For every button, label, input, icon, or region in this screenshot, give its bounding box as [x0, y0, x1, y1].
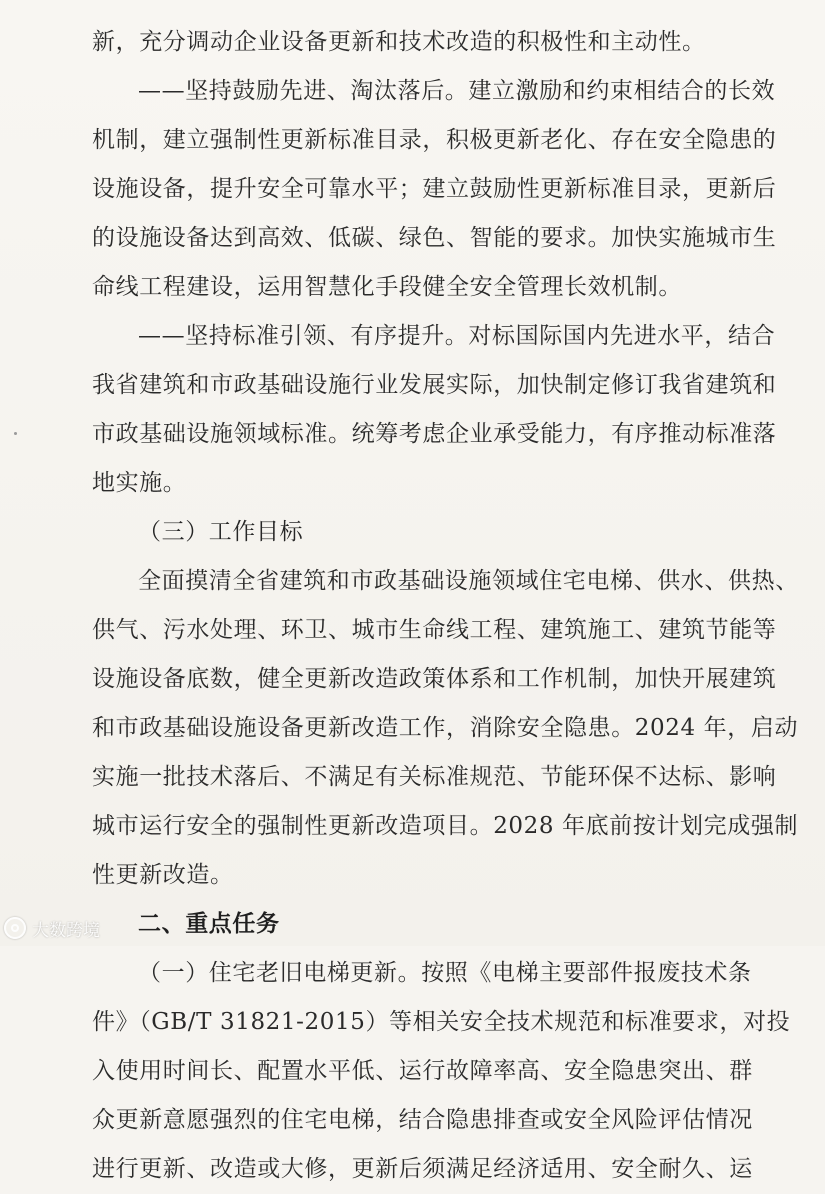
- body-line-18: 性更新改造。: [92, 862, 234, 888]
- body-line-24: 进行更新、改造或大修，更新后须满足经济适用、安全耐久、运: [92, 1156, 753, 1182]
- body-line-3: 机制，建立强制性更新标准目录，积极更新老化、存在安全隐患的: [92, 127, 777, 153]
- body-line-22: 入使用时间长、配置水平低、运行故障率高、安全隐患突出、群: [92, 1058, 753, 1084]
- body-line-7: ——坚持标准引领、有序提升。对标国际国内先进水平，结合: [138, 323, 776, 349]
- body-line-4: 设施设备，提升安全可靠水平；建立鼓励性更新标准目录，更新后: [92, 176, 777, 202]
- body-line-20: （一）住宅老旧电梯更新。按照《电梯主要部件报废技术条: [138, 960, 752, 986]
- body-line-14: 设施设备底数，健全更新改造政策体系和工作机制，加快开展建筑: [92, 666, 777, 692]
- document-body: [92, 18, 799, 1194]
- watermark-text: 大数跨境: [32, 920, 100, 941]
- watermark: [4, 915, 100, 941]
- body-line-10: 地实施。: [92, 470, 187, 496]
- body-line-12: 全面摸清全省建筑和市政基础设施领域住宅电梯、供水、供热、: [138, 568, 799, 594]
- body-line-13: 供气、污水处理、环卫、城市生命线工程、建筑施工、建筑节能等: [92, 617, 777, 643]
- body-line-17: 城市运行安全的强制性更新改造项目。2028 年底前按计划完成强制: [92, 813, 799, 839]
- body-line-1: 新，充分调动企业设备更新和技术改造的积极性和主动性。: [92, 29, 706, 55]
- body-line-5: 的设施设备达到高效、低碳、绿色、智能的要求。加快实施城市生: [92, 225, 777, 251]
- body-line-21: 件》（GB/T 31821-2015）等相关安全技术规范和标准要求，对投: [92, 1009, 791, 1035]
- watermark-logo-icon: [4, 917, 26, 939]
- body-line-15: 和市政基础设施设备更新改造工作，消除安全隐患。2024 年，启动: [92, 715, 799, 741]
- section-subheading: （三）工作目标: [138, 519, 304, 545]
- body-line-9: 市政基础设施领域标准。统筹考虑企业承受能力，有序推动标准落: [92, 421, 777, 447]
- section-heading: 二、重点任务: [138, 911, 280, 937]
- body-line-8: 我省建筑和市政基础设施行业发展实际，加快制定修订我省建筑和: [92, 372, 777, 398]
- body-line-23: 众更新意愿强烈的住宅电梯，结合隐患排查或安全风险评估情况: [92, 1107, 753, 1133]
- body-line-16: 实施一批技术落后、不满足有关标准规范、节能环保不达标、影响: [92, 764, 777, 790]
- scan-speck: [14, 432, 17, 435]
- body-line-6: 命线工程建设，运用智慧化手段健全安全管理长效机制。: [92, 274, 682, 300]
- body-line-2: ——坚持鼓励先进、淘汰落后。建立激励和约束相结合的长效: [138, 78, 776, 104]
